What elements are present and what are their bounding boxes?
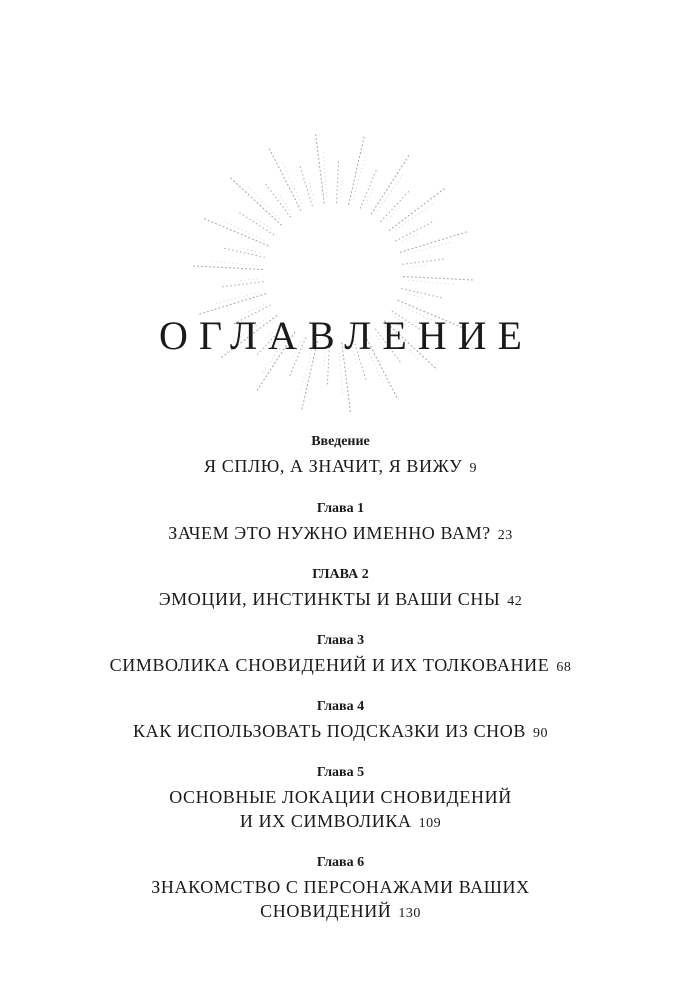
sunburst-ray — [371, 155, 409, 214]
page-number: 42 — [507, 594, 523, 609]
toc-entry[interactable] — [0, 566, 681, 613]
sunburst-ray — [239, 212, 274, 235]
chapter-label: ГЛАВА 2 — [312, 567, 369, 582]
sunburst-ray — [406, 293, 423, 298]
sunburst-ray — [309, 182, 314, 199]
chapter-title-line: Я СПЛЮ, А ЗНАЧИТ, Я ВИЖУ — [204, 456, 463, 476]
page-number: 90 — [533, 726, 548, 741]
chapter-title — [0, 810, 681, 835]
sunburst-ray — [212, 261, 258, 265]
toc-entry[interactable] — [0, 854, 681, 925]
sunburst-ray — [349, 137, 365, 205]
sunburst-ray — [247, 186, 279, 219]
chapter-label: Глава 6 — [316, 855, 365, 870]
chapter-label: Глава 1 — [316, 501, 365, 516]
sunburst-ray — [395, 222, 432, 241]
chapter-title-line: ЭМОЦИИ, ИНСТИНКТЫ И ВАШИ СНЫ — [158, 589, 501, 609]
chapter-title-line: ОСНОВНЫЕ ЛОКАЦИИ СНОВИДЕНИЙ — [169, 787, 512, 807]
chapter-label: Глава 5 — [316, 765, 365, 780]
page-number: 68 — [556, 660, 572, 675]
sunburst-ray — [387, 207, 400, 220]
sunburst-ray — [224, 248, 265, 257]
page-number: 23 — [497, 528, 513, 543]
sunburst-ray — [403, 259, 445, 264]
chapter-label: Введение — [311, 434, 370, 449]
page-number: 9 — [469, 461, 477, 476]
sunburst-ray — [215, 292, 260, 304]
sunburst-ray — [256, 219, 271, 229]
chapter-title — [0, 900, 681, 925]
table-of-contents — [0, 433, 681, 925]
sunburst-ray — [396, 204, 434, 230]
sunburst-ray — [239, 279, 257, 281]
sunburst-ray — [402, 234, 418, 242]
toc-entry[interactable] — [0, 632, 681, 679]
sunburst-ray — [366, 188, 374, 204]
chapter-title — [0, 455, 681, 480]
sunburst-ray — [222, 282, 264, 287]
chapter-title — [0, 654, 681, 679]
chapter-title-line: КАК ИСПОЛЬЗОВАТЬ ПОДСКАЗКИ ИЗ СНОВ — [132, 721, 526, 741]
page-number: 130 — [398, 906, 421, 921]
toc-entry[interactable] — [0, 698, 681, 745]
sunburst-ray — [377, 174, 404, 212]
chapter-title-line: ЗАЧЕМ ЭТО НУЖНО ИМЕННО ВАМ? — [168, 523, 491, 543]
chapter-title-line: СИМВОЛИКА СНОВИДЕНИЙ И ИХ ТОЛКОВАНИЕ — [109, 655, 550, 675]
chapter-title-line: СНОВИДЕНИЙ — [260, 901, 392, 921]
sunburst-ray — [401, 289, 442, 298]
sunburst-ray — [204, 219, 269, 246]
chapter-title-line: И ИХ СИМВОЛИКА — [239, 811, 412, 831]
sunburst-ray — [400, 232, 467, 253]
chapter-label: Глава 3 — [316, 633, 365, 648]
sunburst-ray — [403, 277, 473, 281]
sunburst-ray — [269, 148, 301, 210]
sunburst-ray — [193, 266, 263, 270]
toc-entry[interactable] — [0, 764, 681, 835]
sunburst-ray — [242, 248, 259, 253]
toc-entry[interactable] — [0, 500, 681, 547]
sunburst-ray — [316, 134, 325, 203]
sunburst-ray — [230, 178, 281, 226]
sunburst-ray — [300, 166, 312, 206]
sunburst-ray — [337, 161, 339, 203]
sunburst-ray — [223, 221, 265, 241]
chapter-title — [0, 876, 681, 898]
sunburst-ray — [340, 179, 342, 197]
sunburst-ray — [282, 162, 301, 204]
sunburst-ray — [280, 196, 290, 211]
sunburst-ray — [389, 189, 445, 231]
sunburst-ray — [360, 170, 376, 209]
sunburst-ray — [265, 184, 290, 218]
page-title: ОГЛАВЛЕНИЕ — [159, 313, 533, 358]
sunburst-ray — [381, 191, 410, 222]
chapter-title-line: ЗНАКОМСТВО С ПЕРСОНАЖАМИ ВАШИХ — [151, 877, 530, 897]
chapter-title — [0, 786, 681, 808]
chapter-title — [0, 522, 681, 547]
sunburst-ray — [409, 280, 455, 284]
chapter-title — [0, 588, 681, 613]
sunburst-ray — [248, 305, 264, 313]
toc-entry[interactable] — [0, 433, 681, 480]
sunburst-ray — [409, 266, 427, 268]
page-number: 109 — [418, 816, 442, 831]
chapter-label: Глава 4 — [316, 699, 365, 714]
chapter-title — [0, 720, 681, 745]
sunburst-ray — [407, 242, 452, 254]
sunburst-ray — [323, 151, 327, 197]
